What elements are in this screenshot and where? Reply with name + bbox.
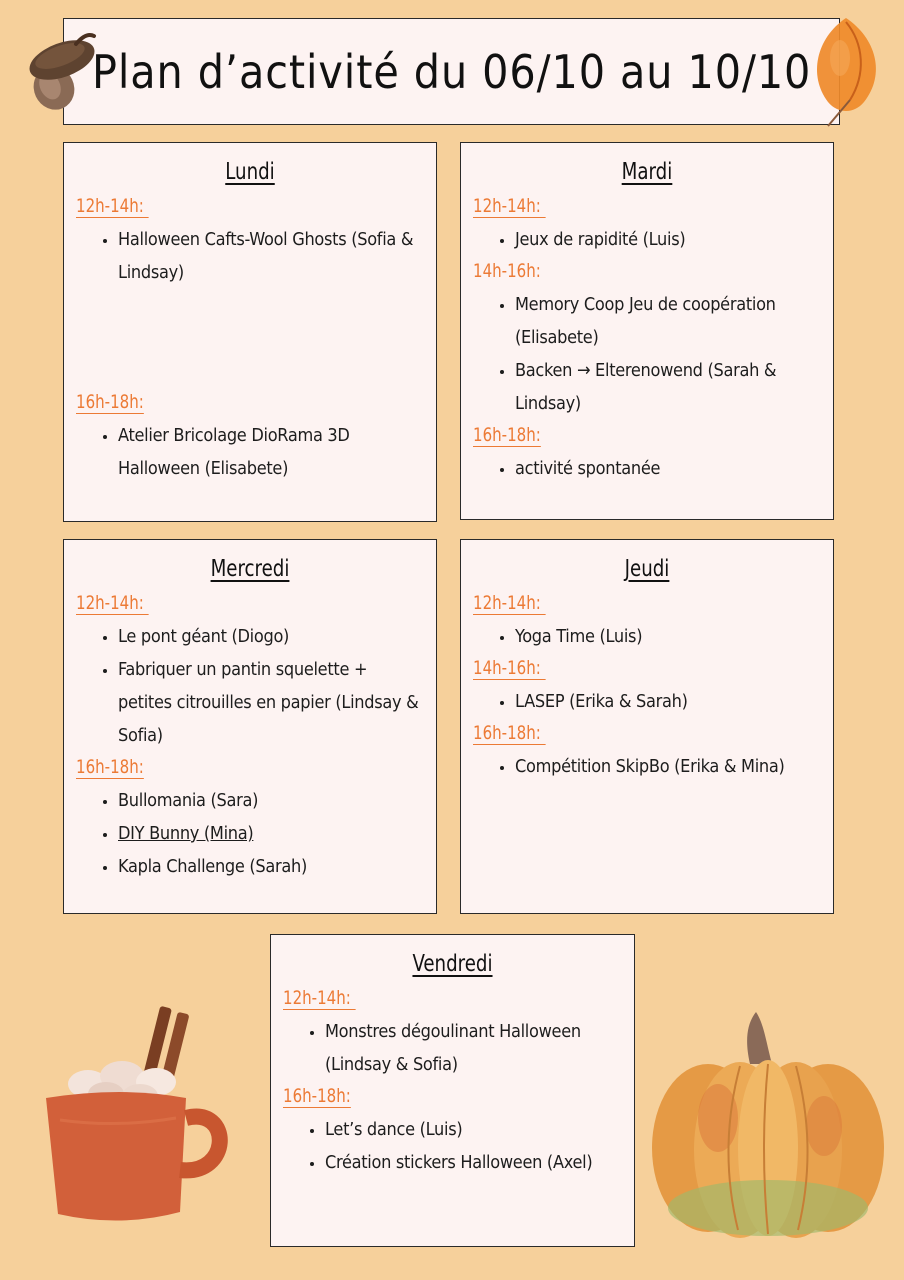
activity-list xyxy=(473,452,821,485)
activity-item: • Atelier Bricolage DioRama 3D Halloween (Elisabete) xyxy=(118,419,424,485)
activity-item: • Jeux de rapidité (Luis) xyxy=(515,223,821,256)
activity-item: • Compétition SkipBo (Erika & Mina) xyxy=(515,750,821,783)
activity-item: • Création stickers Halloween (Axel) xyxy=(325,1146,622,1179)
time-slot-label: 12h-14h: xyxy=(76,195,149,217)
page-title: Plan d’activité du 06/10 au 10/10 xyxy=(91,44,812,99)
activity-item: • Bullomania (Sara) xyxy=(118,784,424,817)
time-slot-label: 12h-14h: xyxy=(283,987,356,1009)
day-card-mardi xyxy=(460,142,834,520)
time-slot-label: 16h-18h: xyxy=(473,424,541,446)
day-title-vendredi: Vendredi xyxy=(412,951,493,977)
activity-list xyxy=(76,784,424,883)
activity-list xyxy=(283,1113,622,1179)
time-slot-label: 14h-16h: xyxy=(473,260,541,282)
activity-item: • Backen → Elterenowend (Sarah & Lindsay) xyxy=(515,354,821,420)
activity-item: • Monstres dégoulinant Halloween (Lindsay & Sofia) xyxy=(325,1015,622,1081)
activity-item: • activité spontanée xyxy=(515,452,821,485)
activity-list xyxy=(76,419,424,485)
day-card-vendredi xyxy=(270,934,635,1247)
activity-item: • Yoga Time (Luis) xyxy=(515,620,821,653)
day-title-lundi: Lundi xyxy=(225,159,275,185)
activity-item: • Memory Coop Jeu de coopération (Elisabete) xyxy=(515,288,821,354)
activity-list xyxy=(473,750,821,783)
day-card-lundi xyxy=(63,142,437,522)
pumpkin-icon xyxy=(648,1008,888,1248)
day-title-jeudi: Jeudi xyxy=(624,556,670,582)
day-card-mercredi xyxy=(63,539,437,914)
activity-list xyxy=(473,685,821,718)
activity-list xyxy=(473,288,821,420)
day-card-jeudi xyxy=(460,539,834,914)
title-banner xyxy=(63,18,840,125)
autumn-leaf-icon xyxy=(806,14,886,128)
time-slot-label: 16h-18h: xyxy=(473,722,546,744)
hot-chocolate-mug-icon xyxy=(36,1000,232,1236)
time-slot-label: 12h-14h: xyxy=(473,195,546,217)
activity-item: • Let’s dance (Luis) xyxy=(325,1113,622,1146)
acorn-icon xyxy=(14,30,98,114)
activity-list xyxy=(283,1015,622,1081)
activity-list xyxy=(473,223,821,256)
activity-item: • LASEP (Erika & Sarah) xyxy=(515,685,821,718)
time-slot-label: 12h-14h: xyxy=(473,592,546,614)
day-title-mercredi: Mercredi xyxy=(210,556,290,582)
day-title-mardi: Mardi xyxy=(621,159,673,185)
time-slot-label: 12h-14h: xyxy=(76,592,149,614)
time-slot-label: 14h-16h: xyxy=(473,657,546,679)
activity-item: • Fabriquer un pantin squelette + petites citrouilles en papier (Lindsay & Sofia) xyxy=(118,653,424,752)
time-slot-label: 16h-18h: xyxy=(76,756,144,778)
activity-item: • DIY Bunny (Mina) xyxy=(118,817,424,850)
activity-list xyxy=(76,620,424,752)
activity-item: • Kapla Challenge (Sarah) xyxy=(118,850,424,883)
time-slot-label: 16h-18h: xyxy=(76,391,144,413)
activity-list xyxy=(473,620,821,653)
activity-item: • Halloween Cafts-Wool Ghosts (Sofia & Lindsay) xyxy=(118,223,424,289)
time-slot-label: 16h-18h: xyxy=(283,1085,351,1107)
activity-list xyxy=(76,223,424,289)
activity-item: • Le pont géant (Diogo) xyxy=(118,620,424,653)
